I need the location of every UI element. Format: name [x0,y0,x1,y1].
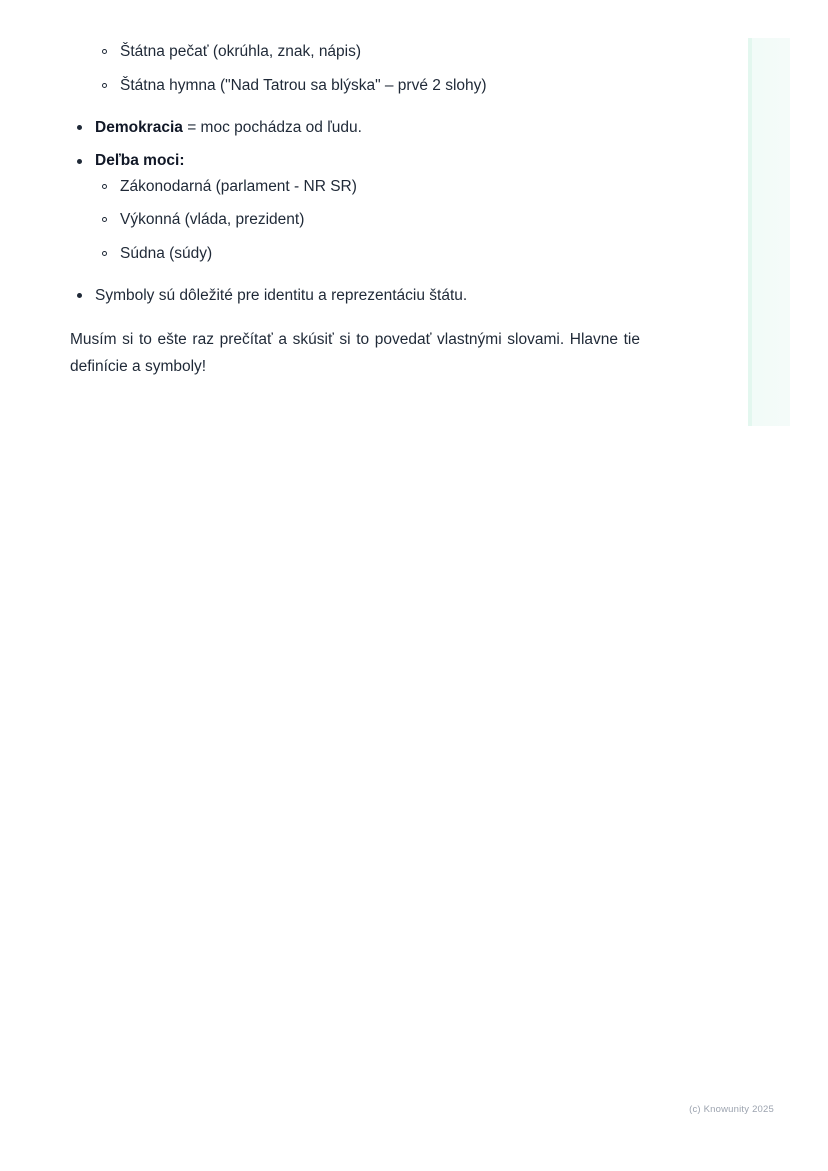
disc-bullet-icon [77,293,82,298]
list-item-symbols-note: Symboly sú dôležité pre identitu a reprezentáciu štátu. [95,287,468,304]
list-item-separation-of-powers: Deľba moci: [95,152,185,169]
democracy-term: Demokracia [95,119,183,136]
disc-bullet-icon [77,125,82,130]
disc-bullet-icon [77,159,82,164]
list-sub-item-legislative: Zákonodarná (parlament - NR SR) [120,178,357,195]
democracy-definition: = moc pochádza od ľudu. [182,119,362,136]
circle-bullet-icon [102,217,107,222]
list-item-democracy [95,118,362,138]
circle-bullet-icon [102,83,107,88]
list-sub-item: Štátna pečať (okrúhla, znak, nápis) [120,43,362,60]
circle-bullet-icon [102,251,107,256]
closing-paragraph: Musím si to ešte raz prečítať a skúsiť si to povedať vlastnými slovami. Hlavne tie definície a symboly! [70,331,640,375]
list-sub-item: Štátna hymna ("Nad Tatrou sa blýska" – prvé 2 slohy) [120,77,487,94]
list-sub-item-executive: Výkonná (vláda, prezident) [120,211,305,228]
side-accent-strip [748,38,790,426]
copyright-footer: (c) Knowunity 2025 [689,1104,774,1115]
circle-bullet-icon [102,184,107,189]
circle-bullet-icon [102,49,107,54]
list-sub-item-judicial: Súdna (súdy) [120,245,213,262]
